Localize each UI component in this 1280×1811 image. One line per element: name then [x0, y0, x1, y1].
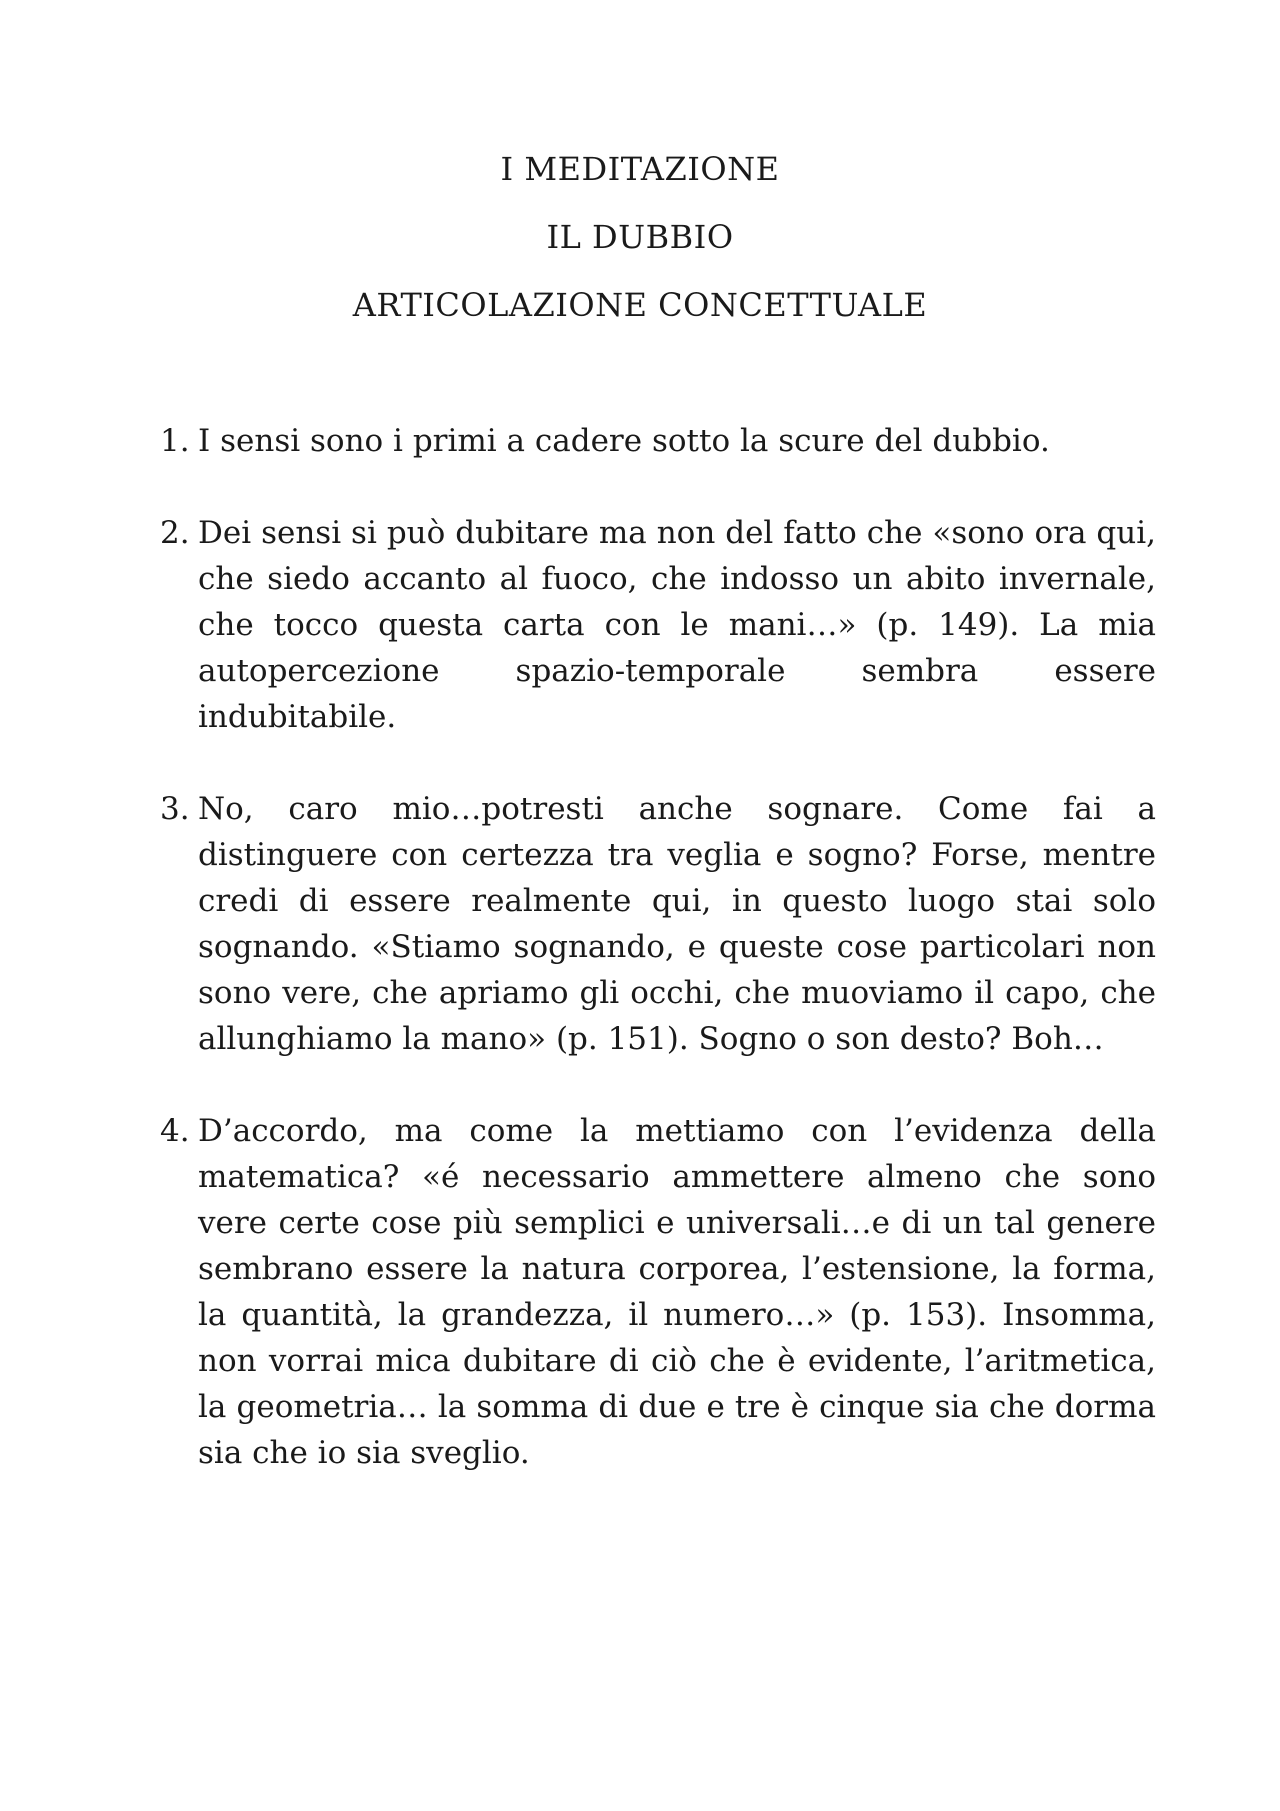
section-title: ARTICOLAZIONE CONCETTUALE [352, 286, 928, 324]
item-text: Dei sensi si può dubitare ma non del fatto che «sono ora qui, che siedo accanto al fuoco, che indosso un abito invernale, che tocco questa carta con le mani…» (p. 149). La mia autopercezione spazio-temporale sembra essere indubitabile. [198, 515, 1156, 735]
list-item [160, 418, 1156, 464]
list-item [160, 786, 1156, 1062]
list-item [160, 1108, 1156, 1476]
item-text: No, caro mio…potresti anche sognare. Come fai a distinguere con certezza tra veglia e sogno? Forse, mentre credi di essere realmente qui, in questo luogo stai solo sognando. «Stiamo sognando, e queste cose particolari non sono vere, che apriamo gli occhi, che muoviamo il capo, che allunghiamo la mano» (p. 151). Sogno o son desto? Boh… [198, 791, 1156, 1057]
numbered-list [160, 418, 1156, 1522]
item-number: 2. [160, 515, 190, 551]
item-number: 3. [160, 791, 190, 827]
meditation-subtitle: IL DUBBIO [546, 218, 734, 256]
list-item [160, 510, 1156, 740]
item-number: 4. [160, 1113, 190, 1149]
meditation-title: I MEDITAZIONE [500, 150, 780, 188]
item-text: I sensi sono i primi a cadere sotto la scure del dubbio. [198, 423, 1050, 459]
item-text: D’accordo, ma come la mettiamo con l’evidenza della matematica? «é necessario ammettere almeno che sono vere certe cose più semplici e universali…e di un tal genere sembrano essere la natura corporea, l’estensione, la forma, la quantità, la grandezza, il numero…» (p. 153). Insomma, non vorrai mica dubitare di ciò che è evidente, l’aritmetica, la geometria… la somma di due e tre è cinque sia che dorma sia che io sia sveglio. [198, 1113, 1156, 1471]
item-number: 1. [160, 423, 190, 459]
